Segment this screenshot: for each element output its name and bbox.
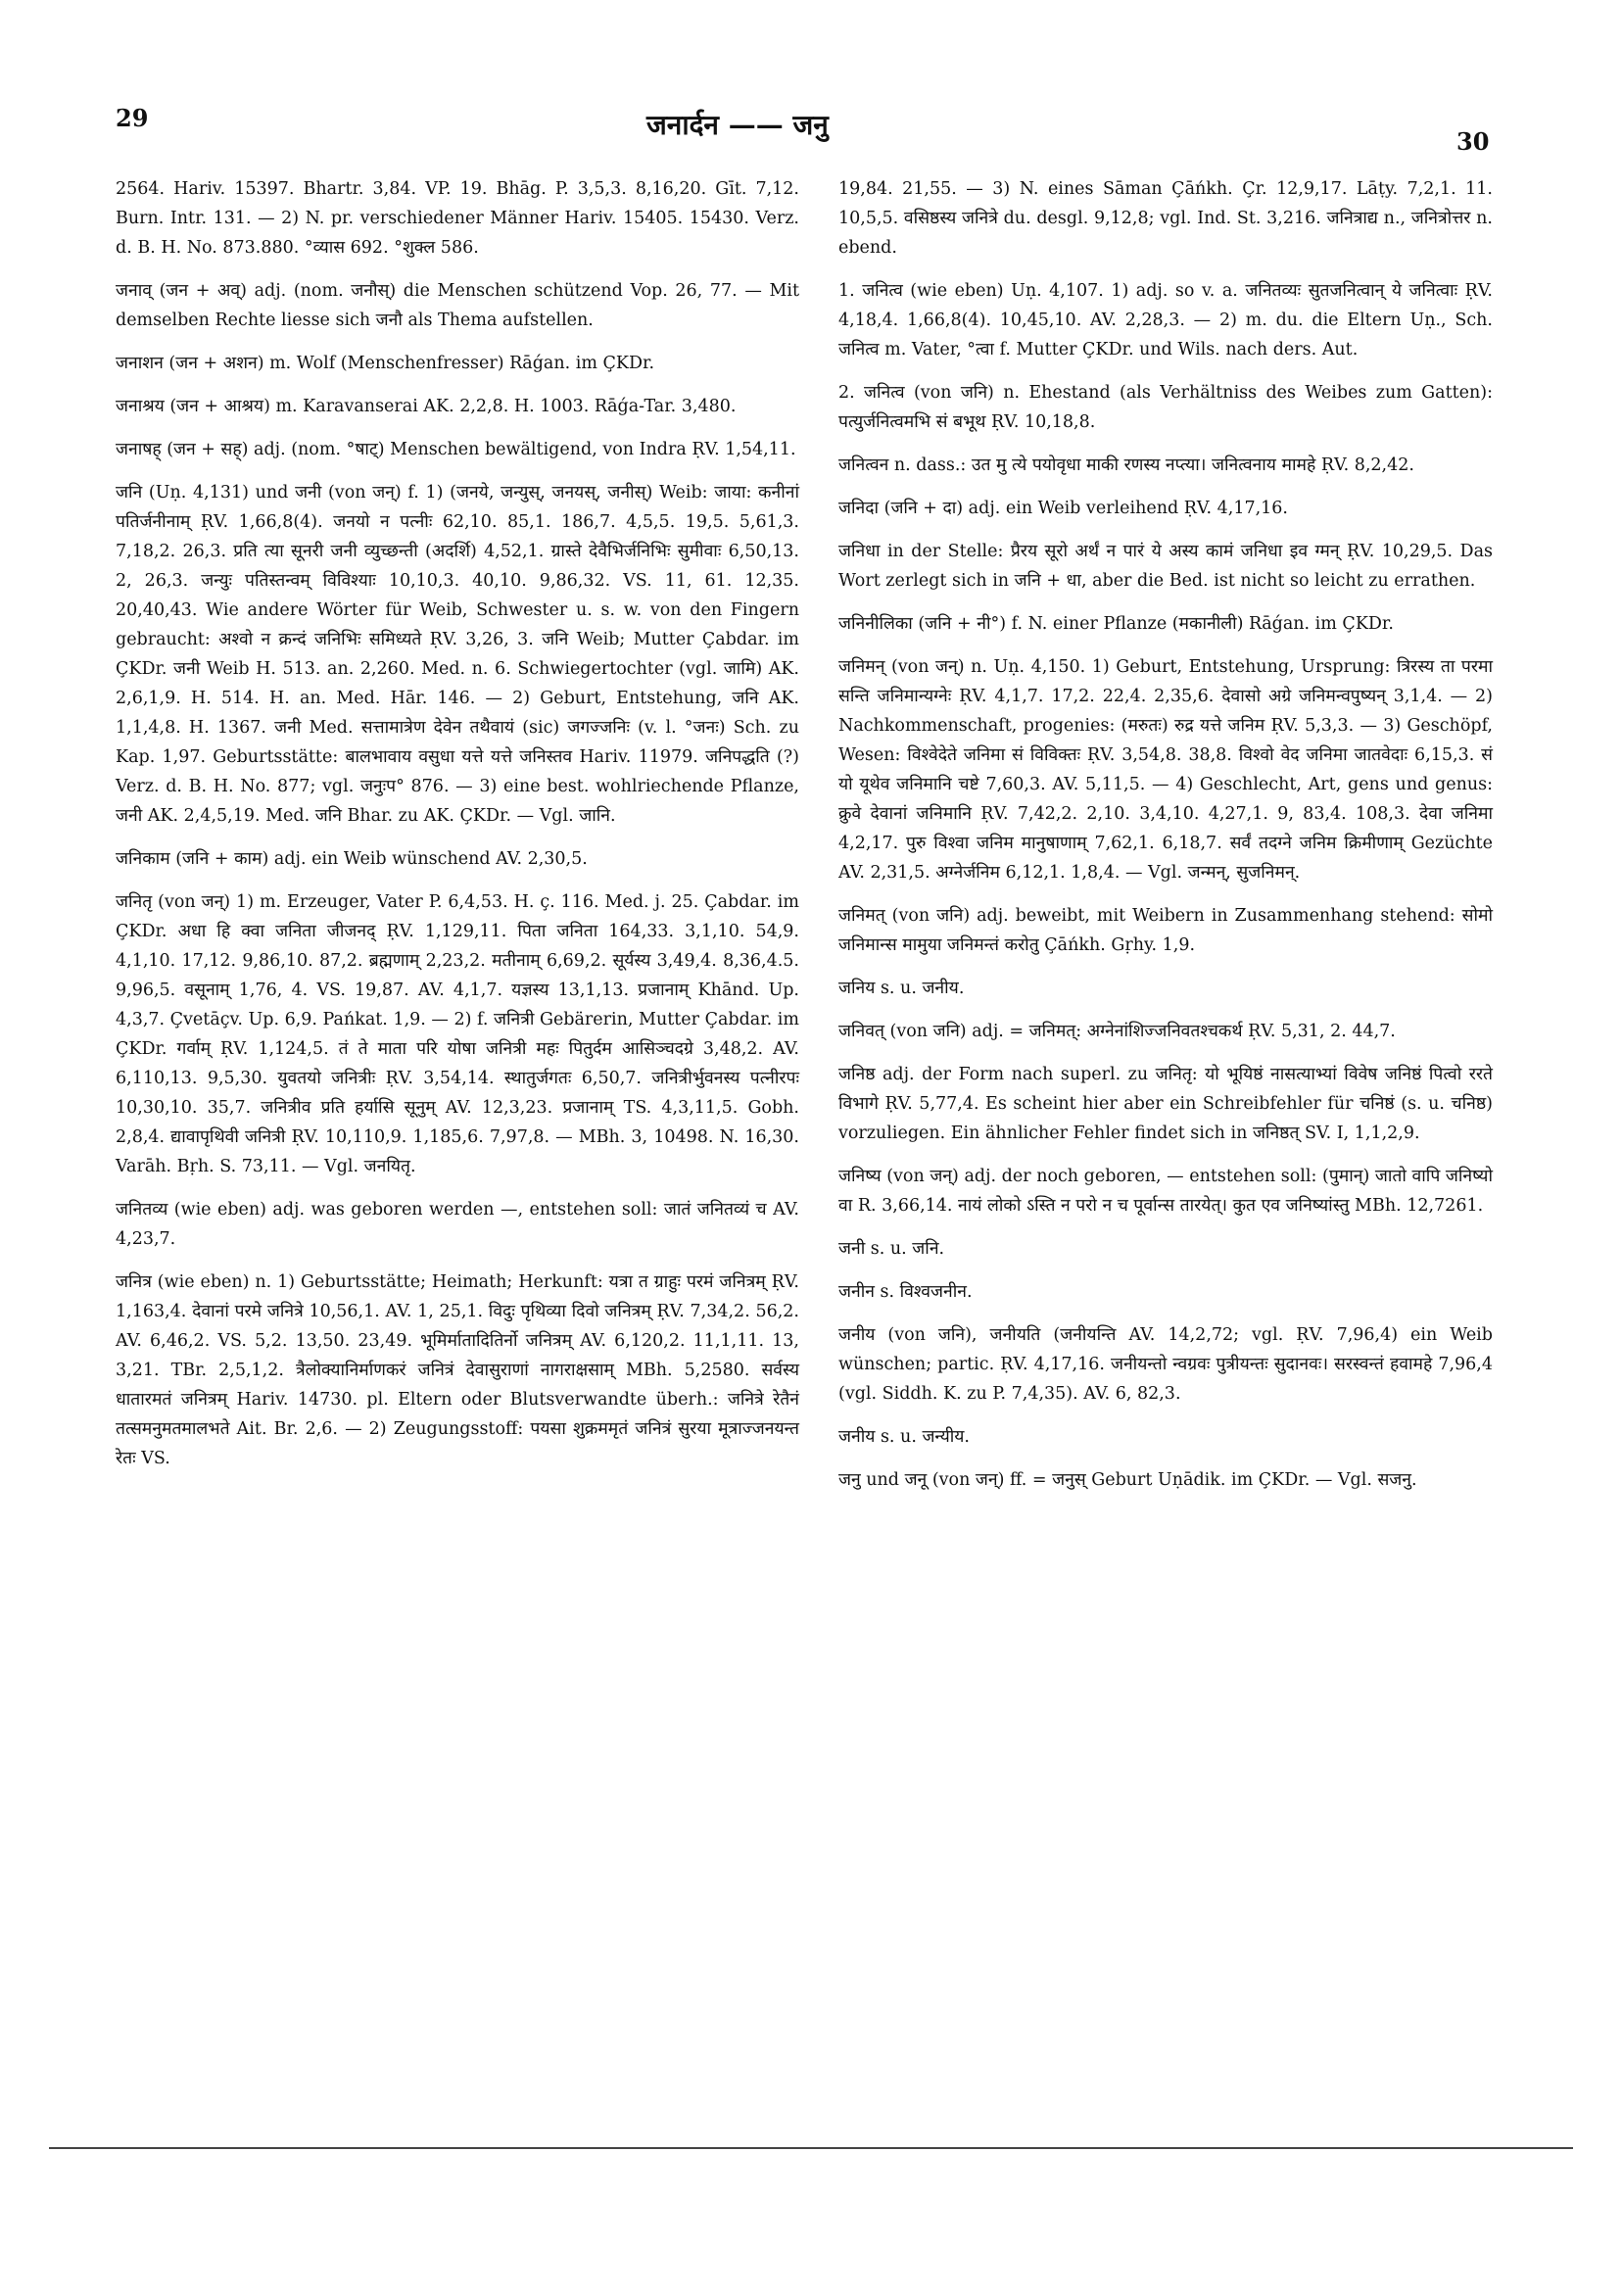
entry: जनु und जनू (von जन्) ff. = जनुस् Geburt Uṇādik. im ÇKDr. — Vgl. सजनु.: [838, 1470, 1417, 1490]
entry: जनिधा in der Stelle: प्रैरय सूरो अर्थं न पारं ये अस्य कामं जनिधा इव ग्मन् ṚV. 10,29,5. Das Wort zerlegt sich in जनि + धा, aber die Bed. ist nicht so leicht zu errathen.: [838, 542, 1493, 591]
entry: जनीय (von जनि), जनीयति (जनीयन्ति AV. 14,2,72; vgl. ṚV. 7,96,4) ein Weib wünschen; partic. ṚV. 4,17,16. जनीयन्तो न्वग्रवः पुत्रीयन्तः सुदानवः। सरस्वन्तं हवामहे 7,96,4 (vgl. Siddh. K. zu P. 7,4,35). AV. 6, 82,3.: [838, 1325, 1493, 1404]
entry: जनाव् (जन + अव्) adj. (nom. जनौस्) die Menschen schützend Vop. 26, 77. — Mit demselben Rechte liesse sich जनौ als Thema aufstellen.: [116, 281, 799, 330]
entry: 2. जनित्व (von जनि) n. Ehestand (als Verhältniss des Weibes zum Gatten): पत्युर्जनित्वमभि सं बभूथ ṚV. 10,18,8.: [838, 383, 1493, 432]
entry: जनाश्रय (जन + आश्रय) m. Karavanserai AK. 2,2,8. H. 1003. Rāǵa-Tar. 3,480.: [116, 397, 737, 416]
entry: जनिष्य (von जन्) adj. der noch geboren, — entstehen soll: (पुमान्) जातो वापि जनिष्यो वा R. 3,66,14. नायं लोको ऽस्ति न परो न च पूर्वान्स तारयेत्। कुत एव जनिष्यांस्तु MBh. 12,7261.: [838, 1167, 1493, 1216]
entry: जनिवत् (von जनि) adj. = जनिमत्: अग्नेनांशिज्जनिवतश्चकर्थ ṚV. 5,31, 2. 44,7.: [838, 1022, 1396, 1041]
entry: जनिय s. u. जनीय.: [838, 979, 965, 998]
footer-rule: [49, 2147, 1573, 2149]
entry: जनिदा (जनि + दा) adj. ein Weib verleihend ṚV. 4,17,16.: [838, 499, 1288, 518]
left-column: [116, 174, 799, 1487]
entry: जनीन s. विश्वजनीन.: [838, 1282, 973, 1302]
entry: जनिमन् (von जन्) n. Uṇ. 4,150. 1) Geburt, Entstehung, Ursprung: त्रिरस्य ता परमा सन्ति जनिमान्यग्नेः ṚV. 4,1,7. 17,2. 22,4. 2,35,6. देवासो अग्रे जनिमन्वपुष्यन् 3,1,4. — 2) Nachkommenschaft, progenies: (मरुतः) रुद्र यत्ते जनिम ṚV. 5,3,3. — 3) Geschöpf, Wesen: विश्वेदेते जनिमा सं विविक्तः ṚV. 3,54,8. 38,8. विश्वो वेद जनिमा जातवेदाः 6,15,3. सं यो यूथेव जनिमानि चष्टे 7,60,3. AV. 5,11,5. — 4) Geschlecht, Art, gens und genus: क्रुवे देवानां जनिमानि ṚV. 7,42,2. 2,10. 3,4,10. 4,27,1. 9, 83,4. 108,3. देवा जनिमा 4,2,17. पुरु विश्वा जनिम मानुषाणाम् 7,62,1. 6,18,7. सर्वं तदग्ने जनिम क्रिमीणाम् Gezüchte AV. 2,31,5. अग्नेर्जनिम 6,12,1. 1,8,4. — Vgl. जन्मन्, सुजनिमन्.: [838, 657, 1493, 883]
entry: 2564. Hariv. 15397. Bhartr. 3,84. VP. 19. Bhāg. P. 3,5,3. 8,16,20. Gīt. 7,12. Burn. Intr. 131. — 2) N. pr. verschiedener Männer Hariv. 15405. 15430. Verz. d. B. H. No. 873.880. °व्यास 692. °शुक्ल 586.: [116, 179, 799, 258]
entry: जनिकाम (जनि + काम) adj. ein Weib wünschend AV. 2,30,5.: [116, 849, 588, 869]
entry: जनीय s. u. जन्यीय.: [838, 1427, 970, 1447]
entry: 1. जनित्व (wie eben) Uṇ. 4,107. 1) adj. so v. a. जनितव्यः सुतजनित्वान् ये जनित्वाः ṚV. 4,18,4. 1,66,8(4). 10,45,10. AV. 2,28,3. — 2) m. du. die Eltern Uṇ., Sch. जनित्व m. Vater, °त्वा f. Mutter ÇKDr. und Wils. nach ders. Aut.: [838, 281, 1493, 359]
entry: जनितव्य (wie eben) adj. was geboren werden —, entstehen soll: जातं जनितव्यं च AV. 4,23,7.: [116, 1200, 799, 1249]
entry: जनि (Uṇ. 4,131) und जनी (von जन्) f. 1) (जनये, जन्युस्, जनयस्, जनीस्) Weib: जाया: कनीनां पतिर्जनीनाम् ṚV. 1,66,8(4). जनयो न पत्नीः 62,10. 85,1. 186,7. 4,5,5. 19,5. 5,61,3. 7,18,2. 26,3. प्रति त्या सूनरी जनी व्युच्छन्ती (अदर्शि) 4,52,1. ग्रास्ते देवैभिर्जनिभिः सुमीवाः 6,50,13. 2, 26,3. जन्युः पतिस्तन्वम् विविश्याः 10,10,3. 40,10. 9,86,32. VS. 11, 61. 12,35. 20,40,43. Wie andere Wörter für Weib, Schwester u. s. w. von den Fingern gebraucht: अश्वो न क्रन्दं जनिभिः समिध्यते ṚV. 3,26, 3. जनि Weib; Mutter Çabdar. im ÇKDr. जनी Weib H. 513. an. 2,260. Med. n. 6. Schwiegertochter (vgl. जामि) AK. 2,6,1,9. H. 514. H. an. Med. Hār. 146. — 2) Geburt, Entstehung, जनि AK. 1,1,4,8. H. 1367. जनी Med. सत्तामात्रेण देवेन तथैवायं (sic) जगज्जनिः (v. l. °जनः) Sch. zu Kap. 1,97. Geburtsstätte: बालभावाय वसुधा यत्ते यत्ते जनिस्तव Hariv. 11979. जनिपद्धति (?) Verz. d. B. H. No. 877; vgl. जनुःप° 876. — 3) eine best. wohlriechende Pflanze, जनी AK. 2,4,5,19. Med. जनि Bhar. zu AK. ÇKDr. — Vgl. जानि.: [116, 483, 799, 826]
entry: 19,84. 21,55. — 3) N. eines Sāman Çāńkh. Çr. 12,9,17. Lāṭy. 7,2,1. 11. 10,5,5. वसिष्ठस्य जनित्रे du. desgl. 9,12,8; vgl. Ind. St. 3,216. जनित्राद्य n., जनित्रोत्तर n. ebend.: [838, 179, 1493, 258]
entry: जनाशन (जन + अशन) m. Wolf (Menschenfresser) Rāǵan. im ÇKDr.: [116, 354, 655, 373]
entry: जनिमत् (von जनि) adj. beweibt, mit Weibern in Zusammenhang stehend: सोमो जनिमान्स मामुया जनिमन्तं करोतु Çāńkh. Gṛhy. 1,9.: [838, 906, 1493, 955]
entry: जनित्र (wie eben) n. 1) Geburtsstätte; Heimath; Herkunft: यत्रा त ग्राहुः परमं जनित्रम् ṚV. 1,163,4. देवानां परमे जनित्रे 10,56,1. AV. 1, 25,1. विदुः पृथिव्या दिवो जनित्रम् ṚV. 7,34,2. 56,2. AV. 6,46,2. VS. 5,2. 13,50. 23,49. भूमिर्मातादितिर्नो जनित्रम् AV. 6,120,2. 11,1,11. 13, 3,21. TBr. 2,5,1,2. त्रैलोक्यानिर्माणकरं जनित्रं देवासुराणां नागराक्षसाम् MBh. 5,2580. सर्वस्य धातारमतं जनित्रम् Hariv. 14730. pl. Eltern oder Blutsverwandte überh.: जनित्रे रेतैनं तत्समनुमतमालभते Ait. Br. 2,6. — 2) Zeugungsstoff: पयसा शुक्रममृतं जनित्रं सुरया मूत्राज्जनयन्त रेतः VS.: [116, 1272, 799, 1468]
page-number-left: 29: [116, 104, 149, 132]
running-head: जनार्दन —— जनु: [646, 109, 829, 141]
entry: जनाषह् (जन + सह्) adj. (nom. °षाट्) Menschen bewältigend, von Indra ṚV. 1,54,11.: [116, 440, 796, 459]
entry: जनी s. u. जनि.: [838, 1239, 945, 1259]
right-column: [838, 174, 1493, 1508]
entry: जनित्वन n. dass.: उत मु त्ये पयोवृधा माकी रणस्य नप्त्या। जनित्वनाय मामहे ṚV. 8,2,42.: [838, 455, 1414, 475]
entry: जनितृ (von जन्) 1) m. Erzeuger, Vater P. 6,4,53. H. ç. 116. Med. j. 25. Çabdar. im ÇKDr. अधा हि क्वा जनिता जीजनद् ṚV. 1,129,11. पिता जनिता 164,33. 3,1,10. 54,9. 4,1,10. 17,12. 9,86,10. 87,2. ब्रह्मणाम् 2,23,2. मतीनाम् 6,69,2. सूर्यस्य 3,49,4. 8,36,4.5. 9,96,5. वसूनाम् 1,76, 4. VS. 19,87. AV. 4,1,7. यज्ञस्य 13,1,13. प्रजानाम् Khānd. Up. 4,3,7. Çvetāçv. Up. 6,9. Pańkat. 1,9. — 2) f. जनित्री Gebärerin, Mutter Çabdar. im ÇKDr. गर्वाम् ṚV. 1,124,5. तं ते माता परि योषा जनित्री महः पितुर्दम आसिञ्चदग्रे 3,48,2. AV. 6,110,13. 9,5,30. युवतयो जनित्रीः ṚV. 3,54,14. स्थातुर्जगतः 6,50,7. जनित्रीर्भुवनस्य पत्नीरपः 10,30,10. 35,7. जनित्रीव प्रति हर्यासि सूनुम् AV. 12,3,23. प्रजानाम् TS. 4,3,11,5. Gobh. 2,8,4. द्यावापृथिवी जनित्री ṚV. 10,110,9. 1,185,6. 7,97,8. — MBh. 3, 10498. N. 16,30. Varāh. Bṛh. S. 73,11. — Vgl. जनयितृ.: [116, 892, 799, 1176]
page-number-right: 30: [1456, 127, 1490, 156]
entry: जनिनीलिका (जनि + नी°) f. N. einer Pflanze (मकानीली) Rāǵan. im ÇKDr.: [838, 614, 1394, 634]
entry: जनिष्ठ adj. der Form nach superl. zu जनितृ: यो भूयिष्ठं नासत्याभ्यां विवेष जनिष्ठं पित्वो ररते विभागे ṚV. 5,77,4. Es scheint hier aber ein Schreibfehler für चनिष्ठं (s. u. चनिष्ठ) vorzuliegen. Ein ähnlicher Fehler findet sich in जनिष्ठत् SV. I, 1,1,2,9.: [838, 1065, 1493, 1143]
